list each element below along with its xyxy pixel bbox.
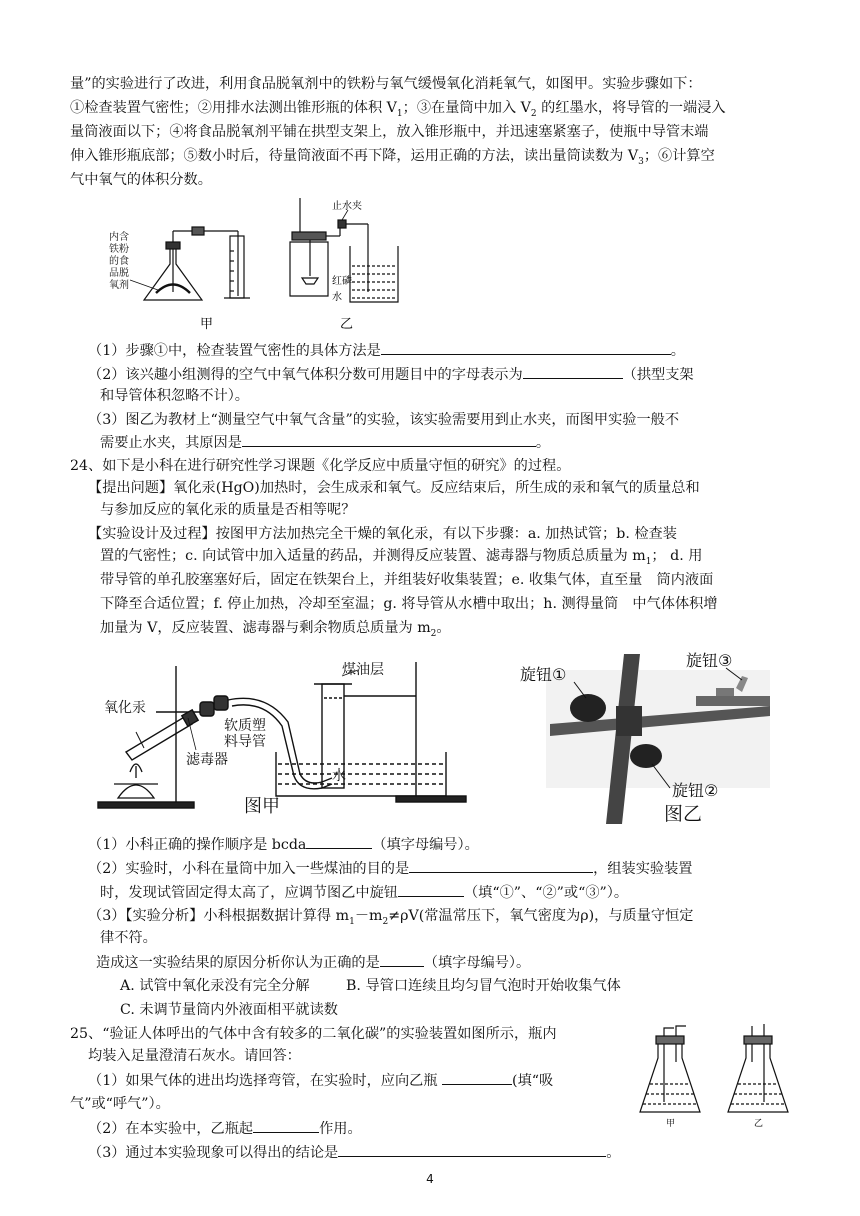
q24-part3: （3）【实验分析】小科根据数据计算得 $m_1-m_2\ne\rho V$(常温常压下，氧气密度为ρ)，与质量守恒定 xyxy=(88,908,694,927)
svg-text:粉: 粉 xyxy=(119,244,129,255)
answer-blank[interactable] xyxy=(442,1070,512,1085)
svg-text:含: 含 xyxy=(119,232,129,243)
q23-part2-cont: 和导管体积忽略不计）。 xyxy=(100,388,249,404)
figure-25 xyxy=(634,1022,794,1128)
q25-part1-cont: 气”或“呼气”）。 xyxy=(70,1096,170,1112)
q24-part2-cont: 时，发现试管固定得太高了，应调节图乙中旋钮 （填“①”、“②”或“③”）。 xyxy=(100,882,628,903)
q24-part3-cont: 律不符。 xyxy=(100,930,157,946)
q23-part3: （3）图乙为教材上“测量空气中氧气含量”的实验，该实验需要用到止水夹，而图甲实验一般不 xyxy=(88,412,680,428)
answer-blank[interactable] xyxy=(398,882,464,897)
caption-yi: 图乙 xyxy=(664,803,703,825)
svg-text:脱: 脱 xyxy=(119,268,129,279)
answer-blank[interactable] xyxy=(523,364,623,379)
label-soft-tube-1: 软质塑 xyxy=(224,718,266,734)
answer-blank[interactable] xyxy=(242,432,536,447)
beaker xyxy=(350,246,398,302)
label-knob-1: 旋钮① xyxy=(520,665,567,684)
answer-blank[interactable] xyxy=(409,858,593,873)
q24-design-5: 加量为 V，反应装置、滤毒器与剩余物质总质量为 $m_2$。 xyxy=(100,620,451,639)
label-jia: 甲 xyxy=(200,317,214,332)
answer-blank[interactable] xyxy=(381,340,671,355)
q23-part3-cont: 需要止水夹，其原因是 。 xyxy=(100,432,550,453)
figure-23 xyxy=(100,196,430,336)
q24-problem: 【提出问题】氧化汞(HgO)加热时，会生成汞和氧气。反应结束后，所生成的汞和氧气的质量总和 xyxy=(88,480,700,496)
water-trough xyxy=(276,752,446,796)
svg-text:的: 的 xyxy=(109,256,119,267)
label-soft-tube-2: 料导管 xyxy=(224,734,266,750)
q24-part2: （2）实验时，小科在量筒中加入一些煤油的目的是 ，组装实验装置 xyxy=(88,858,692,879)
label-flask-yi: 乙 xyxy=(754,1119,764,1128)
intro-line-4: 伸入锥形瓶底部；⑤数小时后，待量筒液面不再下降，运用正确的方法，读出量筒读数为 $V_3$；⑥计算空 xyxy=(70,148,715,167)
label-flask-jia: 甲 xyxy=(666,1119,676,1128)
q24-problem-cont: 与参加反应的氧化汞的质量是否相等呢？ xyxy=(100,502,356,518)
label-yi: 乙 xyxy=(340,317,354,332)
q24-design-4: 下降至合适位置；f. 停止加热，冷却至室温；g. 将导管从水槽中取出；h. 测得量筒 中气体体积增 xyxy=(100,596,718,612)
label-mercury-oxide: 氧化汞 xyxy=(104,700,146,716)
q25-title: 25、“验证人体呼出的气体中含有较多的二氧化碳”的实验装置如图所示，瓶内 xyxy=(70,1026,557,1042)
figure-24-jia xyxy=(96,652,496,824)
label-knob-3: 旋钮③ xyxy=(686,651,733,670)
q24-title: 24、如下是小科在进行研究性学习课题《化学反应中质量守恒的研究》的过程。 xyxy=(70,458,571,474)
label-filter: 滤毒器 xyxy=(186,752,228,768)
knob-1[interactable] xyxy=(570,694,606,722)
q23-part2: （2）该兴趣小组测得的空气中氧气体积分数可用题目中的字母表示为 （拱型支架 xyxy=(88,364,694,385)
flask-yi xyxy=(728,1024,788,1112)
q24-design-3: 带导管的单孔胶塞塞好后，固定在铁架台上，并组装好收集装置；e. 收集气体，直至量 筒内液面 xyxy=(100,572,714,588)
intro-line-2: ①检查装置气密性；②用排水法测出锥形瓶的体积 $V_1$；③在量筒中加入 $V_2$ 的红墨水，将导管的一端浸入 xyxy=(70,100,726,119)
caption-jia: 图甲 xyxy=(244,796,280,817)
phosphorus-jar xyxy=(290,198,368,296)
svg-text:铁: 铁 xyxy=(109,244,119,255)
svg-text:内: 内 xyxy=(109,232,119,243)
label-stopcock: 止水夹 xyxy=(332,201,362,212)
figure-24-yi xyxy=(520,648,770,826)
q24-option-a[interactable]: A. 试管中氧化汞没有完全分解 xyxy=(120,978,310,994)
q24-part3-question: 造成这一实验结果的原因分析你认为正确的是 （填字母编号）。 xyxy=(96,952,530,973)
q24-design: 【实验设计及过程】按图甲方法加热完全干燥的氧化汞，有以下步骤：a. 加热试管；b. 检查装 xyxy=(88,526,677,542)
label-water-23: 水 xyxy=(332,292,342,303)
knob-2[interactable] xyxy=(630,744,662,768)
intro-line-1: 量”的实验进行了改进，利用食品脱氧剂中的铁粉与氧气缓慢氧化消耗氧气，如图甲。实验步骤如下： xyxy=(70,76,702,92)
alcohol-lamp xyxy=(114,764,158,798)
q24-design-2: 置的气密性；c. 向试管中加入适量的药品，并测得反应装置、滤毒器与物质总质量为 $m_1$； d. 用 xyxy=(100,548,703,567)
flask-jia xyxy=(640,1026,700,1112)
q24-option-b[interactable]: B. 导管口连续且均匀冒气泡时开始收集气体 xyxy=(346,978,621,994)
answer-blank[interactable] xyxy=(338,1142,606,1157)
iron-stand-right xyxy=(344,662,466,802)
conical-flask xyxy=(130,227,238,300)
q25-intro: 均装入足量澄清石灰水。请回答： xyxy=(88,1048,301,1064)
intro-line-5: 气中氧气的体积分数。 xyxy=(70,172,212,188)
answer-blank[interactable] xyxy=(380,952,424,967)
label-knob-2: 旋钮② xyxy=(672,781,719,800)
intro-line-3: 量筒液面以下；④将食品脱氧剂平铺在拱型支架上，放入锥形瓶中，并迅速塞紧塞子，使瓶中导管末端 xyxy=(70,124,709,140)
q24-part1: （1）小科正确的操作顺序是 bcda （填字母编号）。 xyxy=(88,834,479,855)
label-red-phosphorus: 红磷 xyxy=(332,276,352,287)
q25-part3: （3）通过本实验现象可以得出的结论是 。 xyxy=(88,1142,620,1163)
q25-part1: （1）如果气体的进出均选择弯管，在实验时，应向乙瓶 (填“吸 xyxy=(88,1070,553,1091)
page-number: 4 xyxy=(426,1172,434,1186)
label-deoxidizer xyxy=(109,230,129,291)
q25-part2: （2）在本实验中，乙瓶起 作用。 xyxy=(88,1118,362,1139)
q24-option-c[interactable]: C. 未调节量筒内外液面相平就读数 xyxy=(120,1002,338,1018)
answer-blank[interactable] xyxy=(253,1118,319,1133)
svg-text:品: 品 xyxy=(109,268,119,279)
label-kerosene: 煤油层 xyxy=(342,662,384,678)
q23-part1: （1）步骤①中，检查装置气密性的具体方法是 。 xyxy=(88,340,685,361)
answer-blank[interactable] xyxy=(306,834,372,849)
svg-text:食: 食 xyxy=(119,256,129,267)
graduated-cylinder xyxy=(224,231,250,298)
label-water: 水 xyxy=(332,768,346,784)
iron-stand-left xyxy=(98,666,200,808)
svg-text:剂: 剂 xyxy=(119,280,129,291)
svg-text:氧: 氧 xyxy=(109,280,119,291)
